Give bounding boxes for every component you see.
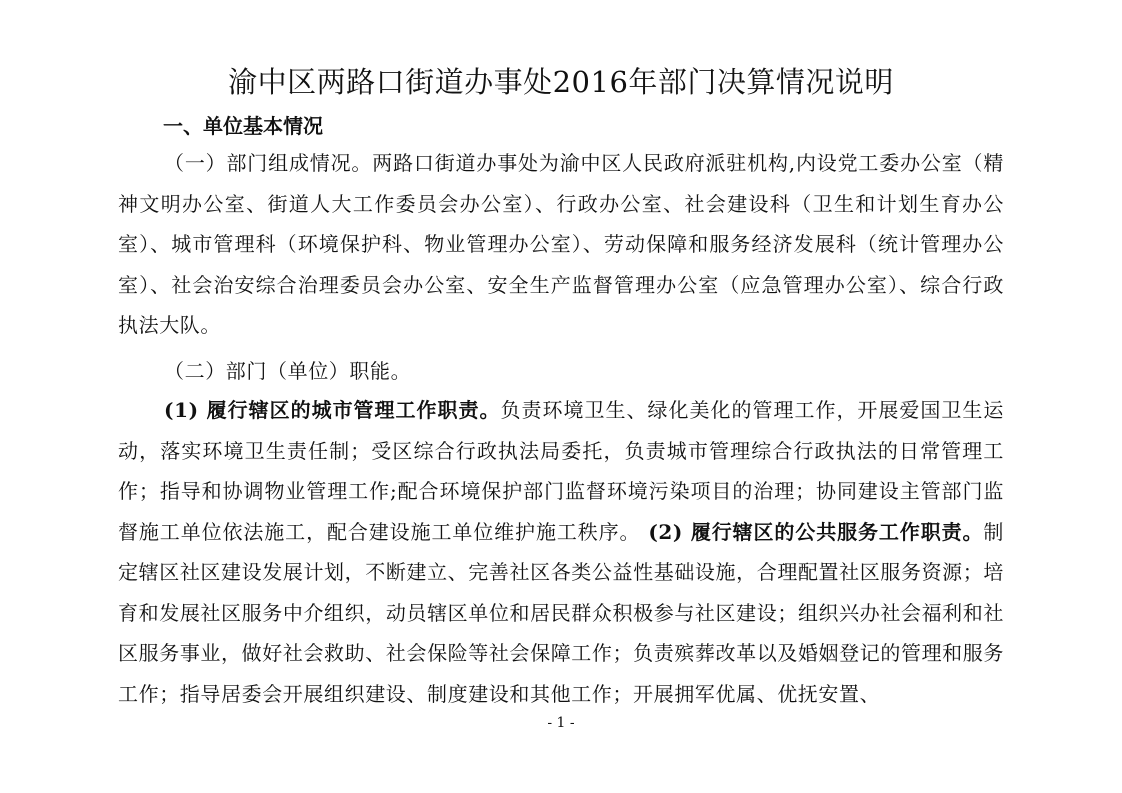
duty-2-title: (2) 履行辖区的公共服务工作职责。 [640,519,984,544]
section-heading: 一、单位基本情况 [163,114,323,138]
duty-1-title: (1) 履行辖区的城市管理工作职责。 [164,398,501,422]
paragraph-department-composition: （一）部门组成情况。两路口街道办事处为渝中区人民政府派驻机构,内设党工委办公室（精神文明办公室、街道人大工作委员会办公室）、行政办公室、社会建设科（卫生和计划生育办公室）、城市管理科（环境保护科、物业管理办公室）、劳动保障和服务经济发展科（统计管理办公室）、社会治安综合治理委员会办公室、安全生产监督管理办公室（应急管理办公室）、综合行政执法大队。 [118,151,1004,337]
page-number: - 1 - [547,715,575,731]
duty-1-text: 负责环境卫生、绿化美化的管理工作，开展爱国卫生运动，落实环境卫生责任制；受区综合行政执法局委托，负责城市管理综合行政执法的日常管理工作；指导和协调物业管理工作;配合环境保护部门监督环境污染项目的治理；协同建设主管部门监督施工单位依法施工，配合建设施工单位维护施工秩序。 [118,398,1005,544]
duty-2-text: 制定辖区社区建设发展计划，不断建立、完善社区各类公益性基础设施，合理配置社区服务资源；培育和发展社区服务中介组织，动员辖区单位和居民群众积极参与社区建设；组织兴办社会福利和社区服务事业，做好社会救助、社会保险等社会保障工作；负责殡葬改革以及婚姻登记的管理和服务工作；指导居委会开展组织建设、制度建设和其他工作；开展拥军优属、优抚安置、 [118,519,1004,706]
paragraph-duties [118,390,1004,714]
document-title: 渝中区两路口街道办事处2016年部门决算情况说明 [228,65,894,99]
paragraph-functions-heading: （二）部门（单位）职能。 [164,359,412,383]
